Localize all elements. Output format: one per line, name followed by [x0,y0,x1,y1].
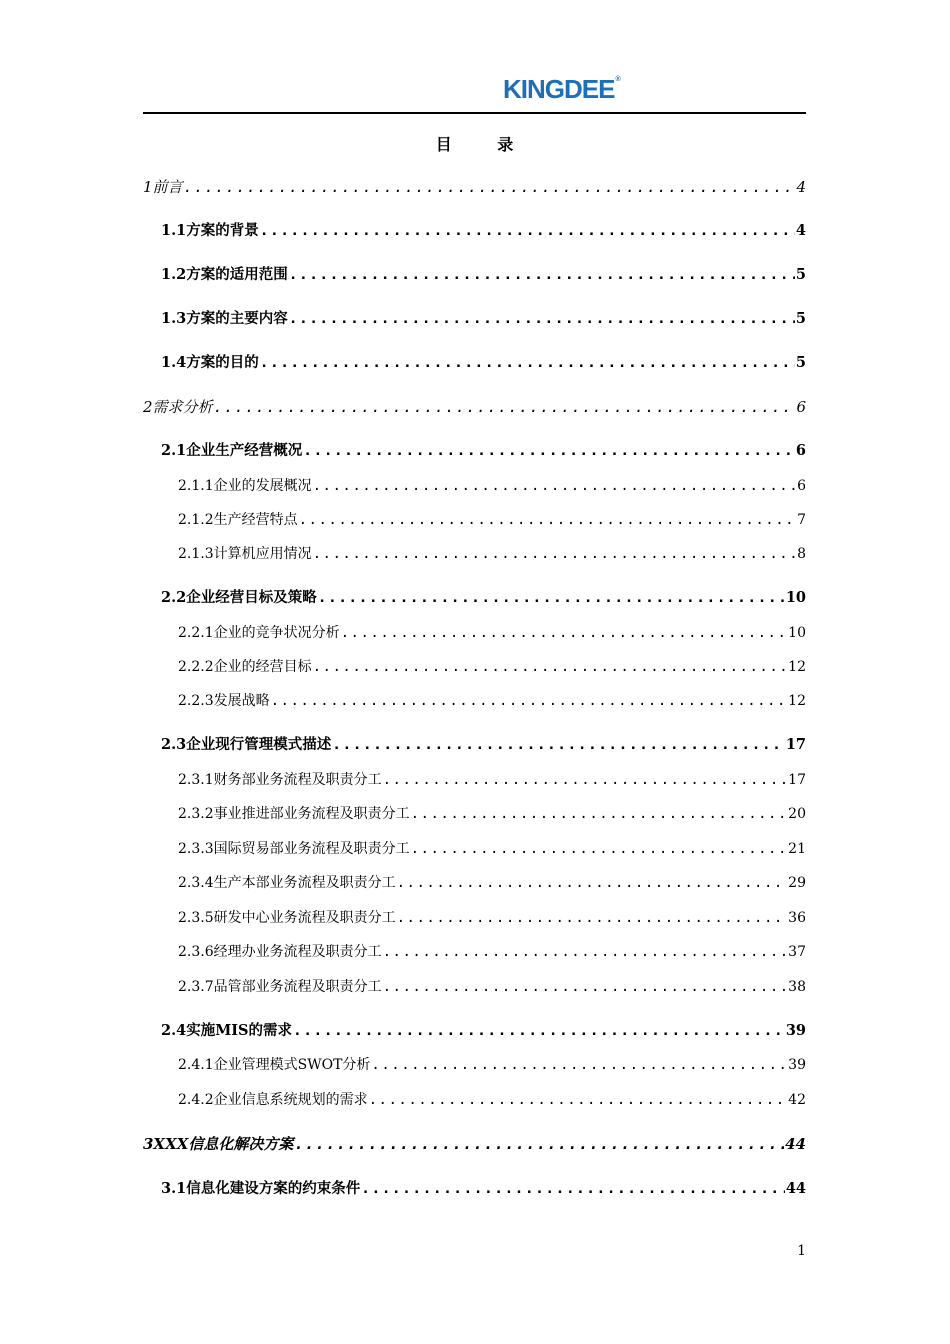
toc-entry-page: 6 [795,442,806,459]
toc-entry-label: 2.4实施MIS的需求 [161,1022,293,1039]
toc-leader-dots [397,872,788,894]
toc-leader-dots [313,475,796,497]
toc-entry-label: 1.3方案的主要内容 [161,310,288,327]
toc-entry[interactable] [161,308,806,330]
toc-entry[interactable] [143,396,806,418]
toc-entry-page: 44 [785,1180,806,1197]
toc-leader-dots [383,976,788,998]
toc-entry-page: 17 [785,736,806,753]
toc-leader-dots [341,622,788,644]
toc-leader-dots [383,941,788,963]
toc-entry-label: 2需求分析 [143,398,213,416]
toc-entry-label: 2.2企业经营目标及策略 [161,589,317,606]
toc-leader-dots [397,907,788,929]
toc-entry-page: 10 [788,625,806,641]
toc-entry-page: 42 [788,1092,806,1108]
toc-leader-dots [383,769,788,791]
page-number: 1 [797,1243,806,1259]
toc-entry[interactable] [161,264,806,286]
toc-entry-page: 44 [785,1135,806,1153]
toc-entry[interactable] [178,803,806,825]
toc-entry-label: 2.3.1财务部业务流程及职责分工 [178,772,382,788]
toc-entry[interactable] [178,543,806,565]
toc-entry[interactable] [178,769,806,791]
toc-leader-dots [289,308,795,330]
toc-leader-dots [214,396,796,418]
toc-entry-page: 5 [795,266,806,283]
toc-leader-dots [371,1054,787,1076]
toc-entry-page: 6 [796,398,806,416]
toc-leader-dots [369,1089,788,1111]
logo-text: KINGDEE [503,74,615,104]
header-rule [143,112,806,114]
toc-entry-page: 36 [788,910,806,926]
toc-entry[interactable] [161,1020,806,1042]
toc-entry-page: 5 [795,354,806,371]
toc-entry-page: 4 [795,222,806,239]
toc-leader-dots [260,220,795,242]
toc-entry-label: 2.2.2企业的经营目标 [178,659,312,675]
toc-entry-page: 20 [788,806,806,822]
toc-entry[interactable] [178,1089,806,1111]
toc-entry-label: 3XXX信息化解决方案 [143,1135,294,1153]
toc-entry-page: 21 [788,841,806,857]
toc-entry-label: 1前言 [143,178,183,196]
toc-leader-dots [184,176,796,198]
toc-entry-label: 2.1企业生产经营概况 [161,442,303,459]
toc-entry-label: 1.2方案的适用范围 [161,266,288,283]
toc-entry-label: 2.3.4生产本部业务流程及职责分工 [178,875,396,891]
toc-entry-page: 4 [796,178,806,196]
toc-entry-page: 10 [785,589,806,606]
toc-entry[interactable] [161,734,806,756]
toc-leader-dots [332,734,785,756]
registered-mark: ® [615,76,621,83]
toc-entry[interactable] [178,690,806,712]
toc-entry-label: 2.2.3发展战略 [178,693,270,709]
toc-leader-dots [271,690,788,712]
kingdee-logo [503,74,621,105]
toc-entry-label: 2.3.7品管部业务流程及职责分工 [178,979,382,995]
toc-leader-dots [299,509,796,531]
toc-entry-label: 1.1方案的背景 [161,222,259,239]
toc-entry-label: 2.3.2事业推进部业务流程及职责分工 [178,806,410,822]
toc-entry-page: 8 [797,546,806,562]
toc-entry-label: 1.4方案的目的 [161,354,259,371]
toc-entry-page: 5 [795,310,806,327]
toc-entry[interactable] [178,475,806,497]
toc-entry-label: 3.1信息化建设方案的约束条件 [161,1180,361,1197]
toc-leader-dots [260,352,795,374]
toc-entry-page: 39 [788,1057,806,1073]
toc-entry[interactable] [178,838,806,860]
toc-entry-page: 12 [788,693,806,709]
toc-entry[interactable] [161,587,806,609]
toc-entry[interactable] [143,1133,806,1155]
toc-entry[interactable] [161,352,806,374]
toc-title: 目 录 [435,135,514,154]
toc-entry[interactable] [178,1054,806,1076]
toc-entry[interactable] [161,220,806,242]
toc-entry[interactable] [161,440,806,462]
toc-entry-label: 2.3.3国际贸易部业务流程及职责分工 [178,841,410,857]
toc-entry[interactable] [178,907,806,929]
toc-entry-label: 2.4.1企业管理模式SWOT分析 [178,1057,371,1073]
toc-entry-label: 2.3企业现行管理模式描述 [161,736,332,753]
toc-leader-dots [294,1133,784,1155]
toc-entry-page: 38 [788,979,806,995]
toc-entry[interactable] [143,176,806,198]
toc-leader-dots [411,803,788,825]
toc-entry-page: 6 [797,478,806,494]
toc-entry[interactable] [178,976,806,998]
toc-entry-label: 2.3.6经理办业务流程及职责分工 [178,944,382,960]
toc-entry-page: 17 [788,772,806,788]
toc-entry[interactable] [178,656,806,678]
toc-entry-label: 2.4.2企业信息系统规划的需求 [178,1092,368,1108]
toc-leader-dots [289,264,795,286]
toc-entry[interactable] [161,1178,806,1200]
toc-entry-page: 7 [797,512,806,528]
toc-leader-dots [313,656,788,678]
toc-entry-label: 2.1.2生产经营特点 [178,512,298,528]
toc-entry-label: 2.3.5研发中心业务流程及职责分工 [178,910,396,926]
toc-entry-label: 2.2.1企业的竞争状况分析 [178,625,340,641]
toc-entry-page: 12 [788,659,806,675]
toc-entry[interactable] [178,509,806,531]
toc-entry[interactable] [178,872,806,894]
toc-entry-label: 2.1.3计算机应用情况 [178,546,312,562]
toc-entry-page: 39 [785,1022,806,1039]
toc-entry-page: 37 [788,944,806,960]
toc-entry[interactable] [178,941,806,963]
toc-leader-dots [361,1178,785,1200]
toc-entry-label: 2.1.1企业的发展概况 [178,478,312,494]
toc-entry[interactable] [178,622,806,644]
toc-leader-dots [411,838,788,860]
toc-leader-dots [303,440,795,462]
toc-leader-dots [293,1020,785,1042]
toc-entry-page: 29 [788,875,806,891]
toc-leader-dots [318,587,785,609]
toc-leader-dots [313,543,796,565]
